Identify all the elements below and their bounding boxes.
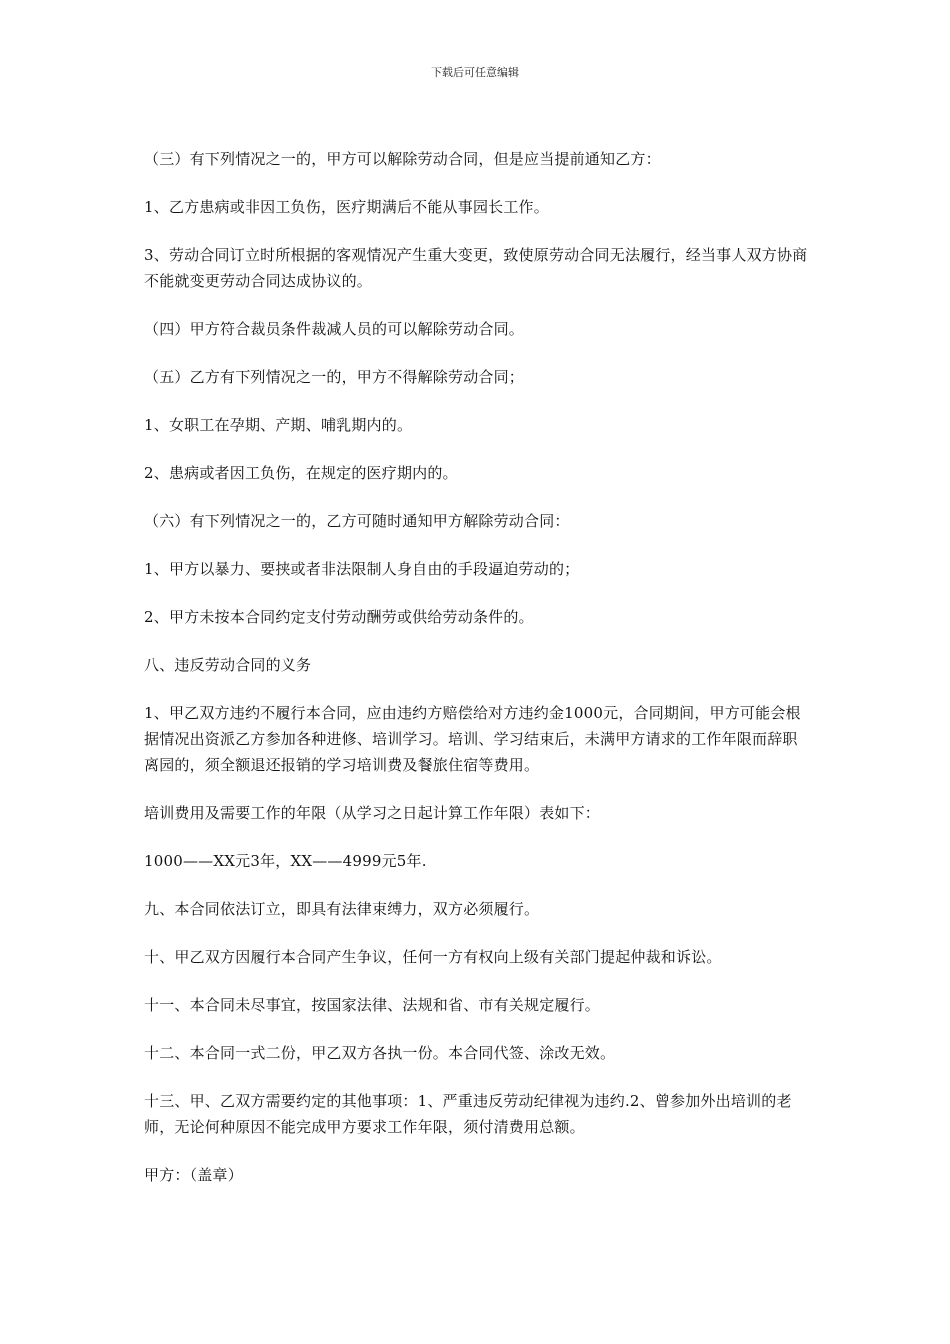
paragraph-clause-5: （五）乙方有下列情况之一的，甲方不得解除劳动合同； [144, 368, 525, 386]
section-12: 十二、本合同一式二份，甲乙双方各执一份。本合同代签、涂改无效。 [144, 1044, 616, 1062]
section-10: 十、甲乙双方因履行本合同产生争议，任何一方有权向上级有关部门提起仲裁和诉讼。 [144, 948, 722, 966]
paragraph-training-table-intro: 培训费用及需要工作的年限（从学习之日起计算工作年限）表如下： [144, 804, 601, 822]
paragraph-clause-3-item-3: 3、劳动合同订立时所根据的客观情况产生重大变更，致使原劳动合同无法履行，经当事人双方协商不能就变更劳动合同达成协议的。 [144, 246, 808, 290]
paragraph-clause-6-item-1: 1、甲方以暴力、要挟或者非法限制人身自由的手段逼迫劳动的； [144, 560, 580, 578]
section-11: 十一、本合同未尽事宜，按国家法律、法规和省、市有关规定履行。 [144, 996, 601, 1014]
paragraph-clause-3: （三）有下列情况之一的，甲方可以解除劳动合同，但是应当提前通知乙方： [144, 150, 661, 168]
paragraph-section-8-item-1: 1、甲乙双方违约不履行本合同，应由违约方赔偿给对方违约金1000元，合同期间，甲方可能会根据情况出资派乙方参加各种进修、培训学习。培训、学习结束后，未满甲方请求的工作年限而辞职离园的，须全额退还报销的学习培训费及餐旅住宿等费用。 [144, 704, 801, 774]
paragraph-clause-5-item-2: 2、患病或者因工负伤，在规定的医疗期内的。 [144, 464, 458, 482]
paragraph-clause-3-item-1: 1、乙方患病或非因工负伤，医疗期满后不能从事园长工作。 [144, 198, 549, 216]
paragraph-clause-5-item-1: 1、女职工在孕期、产期、哺乳期内的。 [144, 416, 413, 434]
header-note: 下载后可任意编辑 [431, 66, 519, 79]
party-a-seal-line: 甲方：（盖章） [144, 1166, 243, 1184]
section-9: 九、本合同依法订立，即具有法律束缚力，双方必须履行。 [144, 900, 540, 918]
paragraph-clause-6-item-2: 2、甲方未按本合同约定支付劳动酬劳或供给劳动条件的。 [144, 608, 534, 626]
paragraph-clause-4: （四）甲方符合裁员条件裁减人员的可以解除劳动合同。 [144, 320, 525, 338]
document-body [144, 146, 812, 1210]
section-13: 十三、甲、乙双方需要约定的其他事项：1、严重违反劳动纪律视为违约.2、曾参加外出培训的老师，无论何种原因不能完成甲方要求工作年限，须付清费用总额。 [144, 1092, 792, 1136]
section-heading-8: 八、违反劳动合同的义务 [144, 656, 312, 674]
paragraph-training-years: 1000——XX元3年，XX——4999元5年. [144, 852, 427, 870]
paragraph-clause-6: （六）有下列情况之一的，乙方可随时通知甲方解除劳动合同： [144, 512, 570, 530]
